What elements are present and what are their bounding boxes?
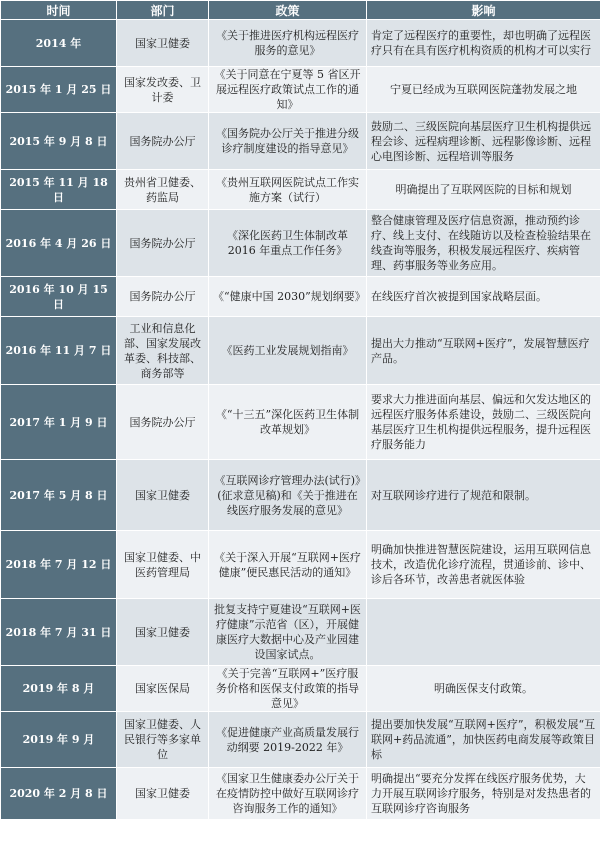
row-impact: 明确提出了互联网医院的目标和规划: [367, 170, 600, 210]
row-time: 2014 年: [1, 20, 117, 67]
row-time: 2017 年 5 月 8 日: [1, 460, 117, 531]
row-policy: 批复支持宁夏建设“互联网+医疗健康”示范省（区），开展健康医疗大数据中心及产业园建设国家试点。: [209, 599, 367, 666]
table-row: [1, 20, 600, 67]
row-impact: 要求大力推进面向基层、偏远和欠发达地区的远程医疗服务体系建设，鼓励二、三级医院向基层医疗卫生机构提供远程服务，提升远程医疗服务能力: [367, 385, 600, 460]
row-impact: 明确医保支付政策。: [367, 666, 600, 712]
row-impact: 肯定了远程医疗的重要性，却也明确了远程医疗只有在具有医疗机构资质的机构才可以实行: [367, 20, 600, 67]
row-policy: 《互联网诊疗管理办法(试行)》(征求意见稿)和《关于推进在线医疗服务发展的意见》: [209, 460, 367, 531]
row-policy: 《“十三五”深化医药卫生体制改革规划》: [209, 385, 367, 460]
row-policy: 《医药工业发展规划指南》: [209, 317, 367, 385]
row-time: 2020 年 2 月 8 日: [1, 768, 117, 820]
row-impact: 宁夏已经成为互联网医院蓬勃发展之地: [367, 67, 600, 113]
row-policy: 《国家卫生健康委办公厅关于在疫情防控中做好互联网诊疗咨询服务工作的通知》: [209, 768, 367, 820]
row-policy: 《“健康中国 2030”规划纲要》: [209, 277, 367, 317]
row-time: 2018 年 7 月 12 日: [1, 531, 117, 599]
row-dept: 国家医保局: [117, 666, 209, 712]
row-time: 2019 年 8 月: [1, 666, 117, 712]
row-time: 2015 年 9 月 8 日: [1, 113, 117, 170]
row-dept: 工业和信息化部、国家发展改革委、科技部、商务部等: [117, 317, 209, 385]
row-impact: 在线医疗首次被提到国家战略层面。: [367, 277, 600, 317]
row-policy: 《国务院办公厅关于推进分级诊疗制度建设的指导意见》: [209, 113, 367, 170]
table-row: [1, 531, 600, 599]
row-dept: 贵州省卫健委、药监局: [117, 170, 209, 210]
row-policy: 《关于完善“互联网+”医疗服务价格和医保支付政策的指导意见》: [209, 666, 367, 712]
row-impact: 提出要加快发展“互联网+医疗”，积极发展“互联网+药品流通”，加快医药电商发展等政策目标: [367, 712, 600, 768]
table-row: [1, 385, 600, 460]
row-time: 2018 年 7 月 31 日: [1, 599, 117, 666]
row-dept: 国务院办公厅: [117, 113, 209, 170]
row-dept: 国家卫健委: [117, 599, 209, 666]
row-dept: 国务院办公厅: [117, 385, 209, 460]
row-impact: 整合健康管理及医疗信息资源，推动预约诊疗、线上支付、在线随访以及检查检验结果在线查询等服务，积极发展远程医疗、疾病管理、药事服务等业务应用。: [367, 210, 600, 277]
row-time: 2016 年 4 月 26 日: [1, 210, 117, 277]
table-row: [1, 210, 600, 277]
row-impact: 提出大力推动“互联网+医疗”，发展智慧医疗产品。: [367, 317, 600, 385]
row-dept: 国家卫健委: [117, 20, 209, 67]
row-impact: 鼓励二、三级医院向基层医疗卫生机构提供远程会诊、远程病理诊断、远程影像诊断、远程心电图诊断、远程培训等服务: [367, 113, 600, 170]
table-row: [1, 67, 600, 113]
row-impact: 明确提出“要充分发挥在线医疗服务优势，大力开展互联网诊疗服务，特别是对发热患者的互联网诊疗咨询服务: [367, 768, 600, 820]
row-dept: 国家卫健委、人民银行等多家单位: [117, 712, 209, 768]
table-row: [1, 666, 600, 712]
row-policy: 《关于深入开展“互联网+医疗健康”便民惠民活动的通知》: [209, 531, 367, 599]
row-impact: 明确加快推进智慧医院建设，运用互联网信息技术，改造优化诊疗流程，贯通诊前、诊中、诊后各环节，改善患者就医体验: [367, 531, 600, 599]
row-time: 2015 年 1 月 25 日: [1, 67, 117, 113]
table-row: [1, 113, 600, 170]
table-row: [1, 460, 600, 531]
row-policy: 《关于推进医疗机构远程医疗服务的意见》: [209, 20, 367, 67]
table-row: [1, 768, 600, 820]
table-row: [1, 712, 600, 768]
table-row: [1, 599, 600, 666]
row-time: 2016 年 10 月 15 日: [1, 277, 117, 317]
row-dept: 国家发改委、卫计委: [117, 67, 209, 113]
row-impact: [367, 599, 600, 666]
row-dept: 国家卫健委、中医药管理局: [117, 531, 209, 599]
row-policy: 《促进健康产业高质量发展行动纲要 2019-2022 年》: [209, 712, 367, 768]
header-impact: 影响: [367, 1, 600, 20]
row-dept: 国家卫健委: [117, 768, 209, 820]
row-policy: 《深化医药卫生体制改革 2016 年重点工作任务》: [209, 210, 367, 277]
row-dept: 国务院办公厅: [117, 210, 209, 277]
row-policy: 《贵州互联网医院试点工作实施方案（试行）: [209, 170, 367, 210]
table-row: [1, 317, 600, 385]
row-time: 2016 年 11 月 7 日: [1, 317, 117, 385]
table-row: [1, 277, 600, 317]
row-time: 2017 年 1 月 9 日: [1, 385, 117, 460]
row-dept: 国家卫健委: [117, 460, 209, 531]
row-policy: 《关于同意在宁夏等 5 省区开展远程医疗政策试点工作的通知》: [209, 67, 367, 113]
row-time: 2015 年 11 月 18 日: [1, 170, 117, 210]
table-row: [1, 170, 600, 210]
header-policy: 政策: [209, 1, 367, 20]
header-row: [1, 1, 600, 20]
row-dept: 国务院办公厅: [117, 277, 209, 317]
header-time: 时间: [1, 1, 117, 20]
header-dept: 部门: [117, 1, 209, 20]
row-time: 2019 年 9 月: [1, 712, 117, 768]
row-impact: 对互联网诊疗进行了规范和限制。: [367, 460, 600, 531]
